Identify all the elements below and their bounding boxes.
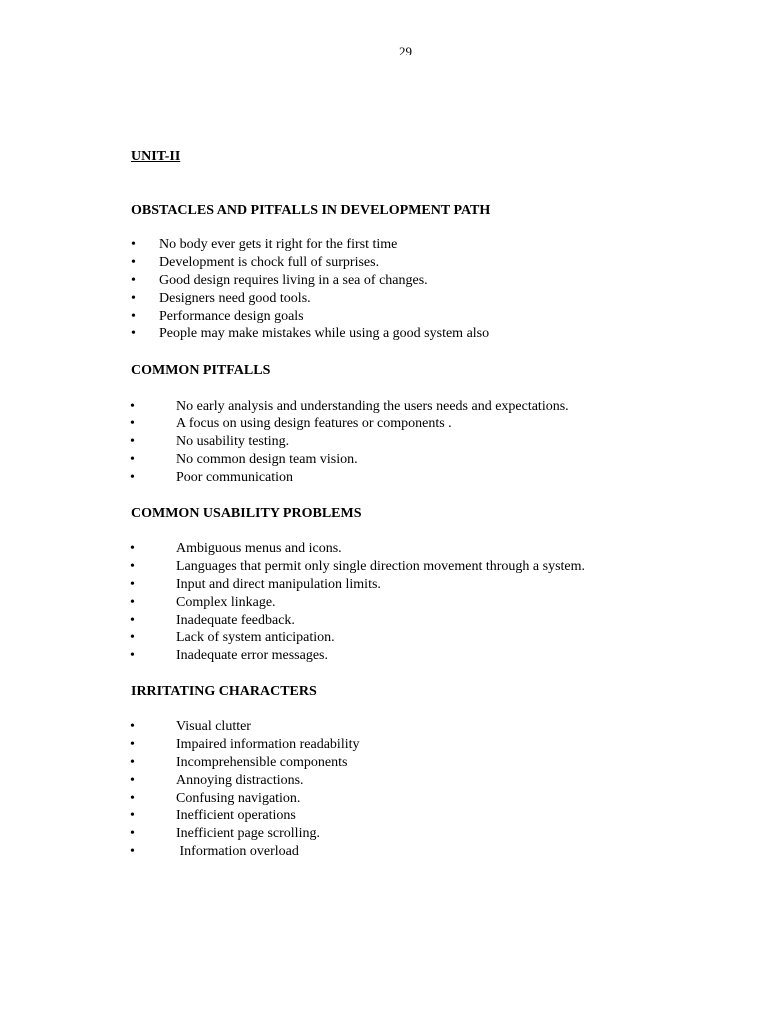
bullet-icon: • [130, 790, 135, 806]
bullet-icon: • [130, 612, 135, 628]
list-item-text: Visual clutter [176, 719, 251, 734]
list-item-text: Performance design goals [159, 308, 304, 324]
bullet-icon: • [130, 594, 135, 610]
list-item-text: Annoying distractions. [176, 772, 304, 788]
list-item-text: Inadequate error messages. [176, 648, 328, 664]
section-heading-common-pitfalls: COMMON PITFALLS [131, 363, 271, 378]
section-heading-usability-problems: COMMON USABILITY PROBLEMS [131, 506, 362, 521]
bullet-icon: • [130, 826, 135, 842]
list-item-text: Incomprehensible components [176, 754, 348, 770]
list-item-text: Inefficient page scrolling. [176, 826, 320, 842]
list-item-text: People may make mistakes while using a good system also [159, 326, 490, 342]
bullet-icon: • [130, 648, 135, 664]
bullet-icon: • [130, 558, 135, 574]
bullet-icon: • [130, 630, 135, 646]
bullet-icon: • [130, 416, 135, 432]
list-item-text: No common design team vision. [176, 452, 358, 468]
list-item-text: Impaired information readability [176, 736, 360, 752]
bullet-icon: • [130, 736, 135, 752]
bullet-icon: • [130, 808, 135, 824]
bullet-icon: • [131, 326, 136, 342]
list-item-text: Designers need good tools. [159, 290, 311, 306]
bullet-icon: • [130, 576, 135, 592]
bullet-icon: • [131, 290, 136, 306]
list-item-text: No early analysis and understanding the users needs and expectations. [176, 398, 569, 414]
bullet-icon: • [131, 272, 136, 288]
section-heading-obstacles: OBSTACLES AND PITFALLS IN DEVELOPMENT PATH [131, 203, 491, 218]
bullet-icon: • [130, 754, 135, 770]
bullet-icon: • [131, 254, 136, 270]
bullet-icon: • [130, 434, 135, 450]
list-item-text: Complex linkage. [176, 594, 276, 610]
list-item-text: No body ever gets it right for the first time [159, 237, 398, 252]
bullet-icon: • [130, 398, 135, 414]
bullet-icon: • [130, 844, 135, 860]
bullet-icon: • [130, 452, 135, 468]
list-item-text: No usability testing. [176, 434, 290, 450]
list-item-text: Input and direct manipulation limits. [176, 576, 381, 592]
list-item-text: Languages that permit only single direction movement through a system. [176, 558, 586, 574]
bullet-icon: • [130, 772, 135, 788]
list-item-text: A focus on using design features or components . [176, 416, 452, 432]
page-number: 29 [399, 45, 412, 55]
bullet-icon: • [131, 237, 136, 252]
list-item-text: Information overload [176, 844, 299, 860]
list-item-text: Inefficient operations [176, 808, 296, 824]
list-item-text: Inadequate feedback. [176, 612, 295, 628]
list-item-text: Poor communication [176, 470, 294, 486]
unit-title: UNIT-II [131, 149, 181, 164]
bullet-icon: • [130, 541, 135, 556]
bullet-icon: • [130, 470, 135, 486]
list-item-text: Development is chock full of surprises. [159, 254, 380, 270]
list-item-text: Lack of system anticipation. [176, 630, 335, 646]
section-heading-irritating-characters: IRRITATING CHARACTERS [131, 684, 317, 699]
bullet-icon: • [131, 308, 136, 324]
bullet-icon: • [130, 719, 135, 734]
list-item-text: Ambiguous menus and icons. [176, 541, 342, 556]
list-item-text: Confusing navigation. [176, 790, 301, 806]
list-item-text: Good design requires living in a sea of changes. [159, 272, 428, 288]
